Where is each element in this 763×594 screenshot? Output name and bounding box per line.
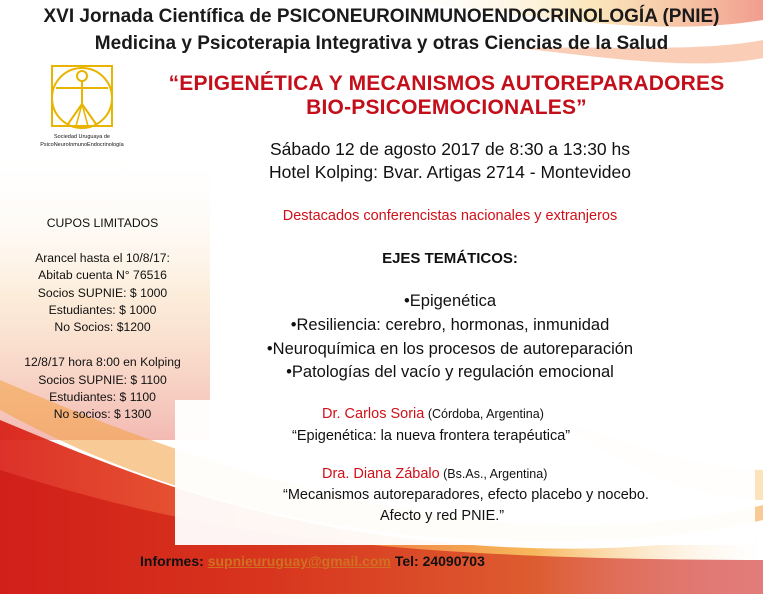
speaker-2-talk-line1: “Mecanismos autoreparadores, efecto placebo y nocebo. [283, 487, 649, 503]
speaker-1-name: Dr. Carlos Soria [322, 406, 425, 422]
eje-item: •Patologías del vacío y regulación emocional [286, 363, 614, 381]
eje-item: •Resiliencia: cerebro, hormonas, inmunidad [290, 316, 610, 334]
price-line: No Socios: $1200 [54, 320, 151, 334]
event-date: Sábado 12 de agosto 2017 de 8:30 a 13:30 hs [269, 139, 631, 159]
speaker-2 [322, 466, 547, 482]
speaker-1-place: (Córdoba, Argentina) [424, 407, 544, 421]
speaker-1-talk: “Epigenética: la nueva frontera terapéutica” [292, 428, 571, 444]
title-line1: “EPIGENÉTICA Y MECANISMOS AUTOREPARADORES [168, 72, 725, 95]
price-line: Estudiantes: $ 1100 [49, 390, 156, 404]
contact-sep: : [199, 553, 208, 569]
contact-line [140, 553, 763, 569]
cupos-limitados: CUPOS LIMITADOS [46, 216, 159, 230]
speaker-2-talk-line2: Afecto y red PNIE.” [380, 508, 505, 524]
price-line: Socios SUPNIE: $ 1000 [37, 286, 168, 300]
contact-tel: Tel: 24090703 [390, 553, 485, 569]
title-line2: BIO-PSICOEMOCIONALES” [306, 96, 587, 119]
contact-label: Informes [140, 553, 200, 569]
logo-text-line2: PsicoNeuroInmunoEndocrinología [40, 142, 124, 148]
price-line: Estudiantes: $ 1000 [48, 303, 157, 317]
ejes-title: EJES TEMÁTICOS: [382, 250, 518, 267]
society-logo [36, 62, 128, 154]
eje-item: •Epigenética [403, 292, 496, 310]
header-line2: Medicina y Psicoterapia Integrativa y otras Ciencias de la Salud [94, 33, 669, 54]
speaker-2-name: Dra. Diana Zábalo [322, 466, 440, 482]
price-line: Socios SUPNIE: $ 1100 [38, 373, 167, 387]
event-highlight: Destacados conferencistas nacionales y extranjeros [282, 208, 618, 224]
price-line: Arancel hasta el 10/8/17: [35, 251, 170, 265]
price-line: No socios: $ 1300 [53, 407, 152, 421]
speaker-1 [322, 406, 544, 422]
vitruvian-man-icon [36, 62, 128, 132]
header-line1: XVI Jornada Científica de PSICONEUROINMUNOENDOCRINOLOGÍA (PNIE) [43, 6, 720, 27]
eje-item: •Neuroquímica en los procesos de autoreparación [266, 340, 634, 358]
logo-text-line1: Sociedad Uruguaya de [54, 134, 110, 140]
price-line: 12/8/17 hora 8:00 en Kolping [24, 355, 181, 369]
contact-email-link[interactable]: supnieuruguay@gmail.com [207, 553, 391, 569]
speaker-2-place: (Bs.As., Argentina) [439, 467, 548, 481]
event-venue: Hotel Kolping: Bvar. Artigas 2714 - Montevideo [269, 162, 631, 182]
price-line: Abitab cuenta N° 76516 [38, 268, 167, 282]
